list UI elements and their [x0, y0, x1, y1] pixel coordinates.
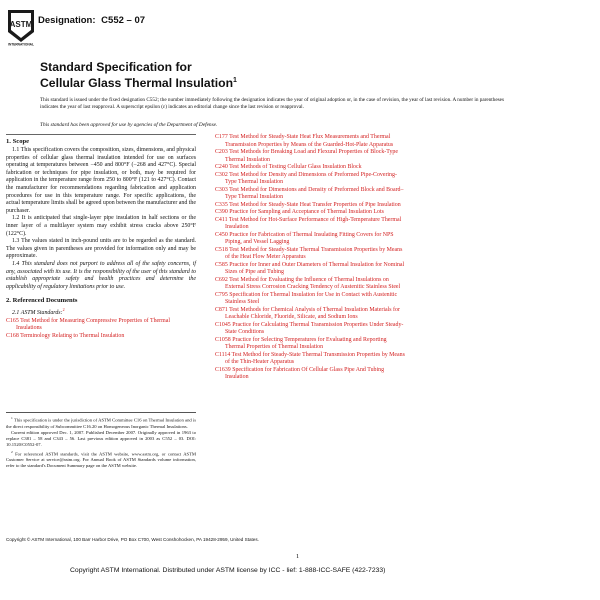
reference-title-link[interactable]: Specification for Fabrication Of Cellular Glass Pipe And Tubing Insulation: [225, 366, 385, 380]
scope-para-4: 1.4 This standard does not purport to address all of the safety concerns, if any, associated with its use. It is the responsibility of the user of this standard to establish appropriate safety and health practices and determine the applicability of regulatory limitations prior to use.: [6, 260, 196, 290]
reference-list-left: [6, 318, 196, 341]
reference-title-link[interactable]: Test Method for Evaluating the Influence of Thermal Insulations on External Stress Corrosion Cracking Tendency of Austenitic Stainless Steel: [225, 276, 401, 290]
reference-code-link[interactable]: C1114: [215, 351, 231, 358]
reference-item[interactable]: [6, 318, 196, 333]
right-column: [215, 134, 405, 382]
reference-title-link[interactable]: Test Method for Steady-State Thermal Transmission Properties by Means of the Thin-Heater Apparatus: [225, 351, 405, 365]
reference-item[interactable]: [215, 367, 405, 382]
scope-para-3: 1.3 The values stated in inch-pound units are to be regarded as the standard. The values given in parentheses are provided for information only and may be approximate.: [6, 238, 196, 260]
reference-item[interactable]: [215, 337, 405, 352]
reference-code-link[interactable]: C871: [215, 306, 228, 313]
designation-value: C552 – 07: [101, 15, 146, 26]
footnotes: [6, 412, 196, 470]
reference-title-link[interactable]: Test Method for Steady-State Thermal Transmission Properties by Means of the Heat Flow Meter Apparatus: [225, 246, 403, 260]
reference-item[interactable]: [215, 247, 405, 262]
reference-item[interactable]: [215, 217, 405, 232]
reference-code-link[interactable]: C168: [6, 332, 19, 339]
reference-code-link[interactable]: C585: [215, 261, 228, 268]
reference-item[interactable]: [215, 292, 405, 307]
designation-label: Designation:: [38, 15, 96, 26]
issued-note: This standard is issued under the fixed designation C552; the number immediately following the designation indicates the year of original adoption or, in the case of revision, the year of last revision. A number in parentheses indicates the year of last reapproval. A superscript epsilon (ε) indicates an editorial change since the last revision or reapproval.: [40, 97, 504, 111]
reference-title-link[interactable]: Test Methods for Breaking Load and Flexural Properties of Block-Type Thermal Insulation: [225, 149, 398, 163]
reference-code-link[interactable]: C1639: [215, 366, 231, 373]
reference-code-link[interactable]: C1045: [215, 321, 231, 328]
title-footnote-mark: 1: [233, 77, 237, 84]
reference-code-link[interactable]: C450: [215, 231, 228, 238]
reference-item[interactable]: [215, 232, 405, 247]
astm-standards-subheading: 2.1 ASTM Standards:$^2$: [12, 307, 65, 317]
reference-item[interactable]: [215, 164, 405, 172]
reference-title-link[interactable]: Test Methods of Testing Cellular Glass Insulation Block: [229, 164, 362, 170]
scope-para-2: 1.2 It is anticipated that single-layer pipe insulation in half sections or the inner layer of a multilayer system may exhibit stress cracks above 250°F (122°C).: [6, 215, 196, 237]
logo-text: ASTM: [9, 20, 33, 29]
reference-item[interactable]: [215, 352, 405, 367]
logo-subtext: INTERNATIONAL: [8, 42, 34, 46]
reference-code-link[interactable]: C302: [215, 171, 228, 178]
approved-note: This standard has been approved for use by agencies of the Department of Defense.: [40, 122, 218, 129]
reference-item[interactable]: [215, 322, 405, 337]
license-line: Copyright ASTM International. Distributed under ASTM license by ICC - lief: 1-888-ICC-SAFE (422-7233): [70, 567, 386, 574]
reference-item[interactable]: [215, 209, 405, 217]
reference-title-link[interactable]: Test Method for Hot-Surface Performance of High-Temperature Thermal Insulation: [225, 216, 402, 230]
page-number: 1: [296, 553, 300, 560]
reference-code-link[interactable]: C203: [215, 149, 228, 155]
document-title: [40, 60, 440, 90]
footnote-1: $^1$ This specification is under the jurisdiction of ASTM Committee C16 on Thermal Insulation and is the direct responsibility of Subcommittee C16.20 on Homogeneous Inorganic Thermal Insulations.: [6, 416, 196, 429]
reference-code-link[interactable]: C335: [215, 201, 228, 208]
reference-title-link[interactable]: Practice for Calculating Thermal Transmission Properties Under Steady-State Conditions: [225, 321, 404, 335]
reference-code-link[interactable]: C692: [215, 276, 228, 283]
reference-list-right: [215, 134, 405, 382]
reference-code-link[interactable]: C411: [215, 216, 228, 223]
reference-item[interactable]: [215, 172, 405, 187]
reference-item[interactable]: [215, 277, 405, 292]
reference-title-link[interactable]: Test Method for Steady-State Heat Flux Measurements and Thermal Transmission Properties by Means of the Guarded-Hot-Plate Apparatus: [225, 134, 394, 148]
designation: [38, 15, 145, 26]
reference-title-link[interactable]: Test Method for Measuring Compressive Properties of Thermal Insulations: [16, 317, 170, 332]
reference-title-link[interactable]: Test Method for Dimensions and Density of Preformed Block and Board–Type Thermal Insulation: [225, 186, 404, 200]
reference-code-link[interactable]: C177: [215, 134, 228, 140]
reference-title-link[interactable]: Specification for Thermal Insulation for Use in Contact with Austenitic Stainless Steel: [225, 291, 398, 305]
reference-title-link[interactable]: Test Method for Density and Dimensions of Preformed Pipe-Covering-Type Thermal Insulation: [225, 171, 397, 185]
reference-title-link[interactable]: Practice for Sampling and Acceptance of Thermal Insulation Lots: [229, 209, 384, 215]
reference-code-link[interactable]: C303: [215, 186, 228, 193]
reference-item[interactable]: [215, 134, 405, 149]
left-column: [6, 134, 196, 340]
reference-item[interactable]: [6, 333, 196, 341]
reference-title-link[interactable]: Terminology Relating to Thermal Insulation: [20, 332, 125, 339]
reference-code-link[interactable]: C390: [215, 209, 228, 215]
scope-heading: 1. Scope: [6, 138, 30, 145]
title-line-1: Standard Specification for: [40, 60, 192, 74]
reference-code-link[interactable]: C165: [6, 317, 19, 324]
reference-item[interactable]: [215, 149, 405, 164]
title-line-2: Cellular Glass Thermal Insulation$^1$: [40, 76, 237, 91]
astm-logo: [6, 8, 36, 46]
reference-title-link[interactable]: Practice for Inner and Outer Diameters of Thermal Insulation for Nominal Sizes of Pipe and Tubing: [225, 261, 405, 275]
reference-title-link[interactable]: Test Method for Steady-State Heat Transfer Properties of Pipe Insulation: [229, 201, 401, 208]
reference-item[interactable]: [215, 187, 405, 202]
reference-title-link[interactable]: Test Methods for Chemical Analysis of Thermal Insulation Materials for Leachable Chloride, Fluoride, Silicate, and Sodium Ions: [225, 306, 400, 320]
reference-item[interactable]: [215, 307, 405, 322]
reference-title-link[interactable]: Practice for Fabrication of Thermal Insulating Fitting Covers for NPS Piping, and Vessel Lagging: [225, 231, 394, 245]
reference-code-link[interactable]: C795: [215, 291, 228, 298]
reference-title-link[interactable]: Practice for Selecting Temperatures for Evaluating and Reporting Thermal Properties of Thermal Insulation: [225, 336, 387, 350]
copyright-line: Copyright © ASTM International, 100 Barr Harbor Drive, PO Box C700, West Conshohocken, PA 19428-2959, United States.: [6, 537, 259, 542]
references-heading: 2. Referenced Documents: [6, 297, 78, 305]
scope-para-1: 1.1 This specification covers the composition, sizes, dimensions, and physical properties of cellular glass thermal insulation intended for use on surfaces operating at temperatures between −450 and 800°F (−268 and 427°C). Special fabrication or techniques for pipe insulation, or both, may be required for application in the temperature range from 250 to 800°F (121 to 427°C). Contact the manufacturer for recommendations regarding fabrication and application procedures for use in this temperature range. For specific applications, the actual temperature limits shall be agreed upon between the manufacturer and the purchaser.: [6, 147, 196, 214]
reference-code-link[interactable]: C518: [215, 246, 228, 253]
reference-item[interactable]: [215, 202, 405, 210]
reference-code-link[interactable]: C240: [215, 164, 228, 170]
reference-item[interactable]: [215, 262, 405, 277]
footnote-1b: Current edition approved Dec. 1, 2007. Published December 2007. Originally approved in 1963 to replace C381 – 58 and C343 – 56. Last previous edition approved in 2003 as C552 – 03. DOI: 10.1520/C0552-07.: [6, 429, 196, 448]
footnote-2: $^2$ For referenced ASTM standards, visit the ASTM website, www.astm.org, or contact ASTM Customer Service at service@astm.org. For Annual Book of ASTM Standards volume information, refer to the standard's Document Summary page on the ASTM website.: [6, 449, 196, 469]
reference-code-link[interactable]: C1058: [215, 336, 231, 343]
